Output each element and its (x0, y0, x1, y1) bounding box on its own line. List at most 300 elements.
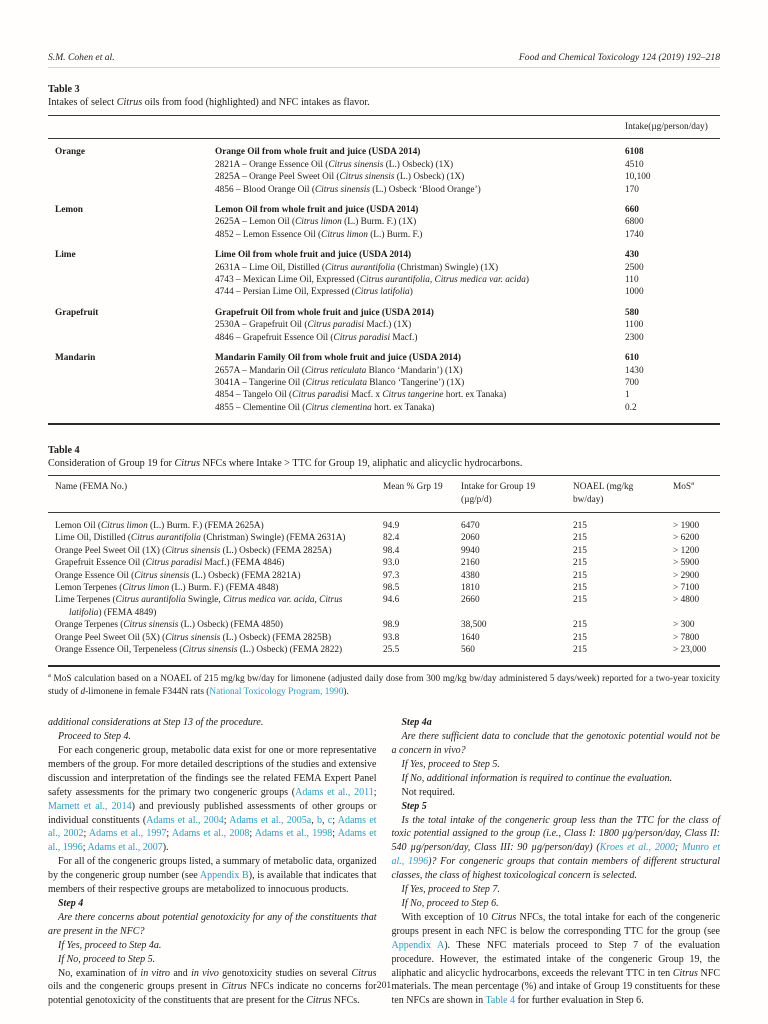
category-cell (55, 184, 215, 196)
text-segment: ) (525, 275, 530, 286)
text-segment: ; (373, 786, 377, 798)
intake-cell: 580 (625, 307, 639, 318)
text-segment: 4743 – Mexican Lime Oil, Expressed ( (215, 275, 360, 286)
text-segment: (L.) Osbeck) (1X) (394, 172, 465, 183)
table-row (55, 262, 720, 274)
table-row (55, 286, 720, 298)
text-segment: Macf.) (FEMA 4846) (202, 558, 285, 569)
text-segment: ) (409, 287, 413, 298)
intake-cell: 0.2 (625, 402, 637, 413)
description-cell (215, 204, 625, 216)
text-segment: ). (343, 687, 349, 698)
text-segment: in vitro (140, 967, 171, 979)
table-row (55, 204, 720, 216)
intake-cell: 6470 (461, 520, 480, 531)
category-cell (55, 274, 215, 286)
name-cell (55, 594, 383, 619)
paragraph (392, 730, 721, 758)
name-cell (55, 644, 383, 656)
text-segment: Citrus (351, 967, 377, 979)
table-row (55, 389, 720, 401)
table-row (55, 594, 720, 619)
table3-body (48, 139, 720, 423)
text-segment: Orange Peel Sweet Oil (1X) ( (55, 545, 166, 556)
category-cell (55, 402, 215, 414)
text-segment: Citrus (174, 458, 200, 470)
text-segment: (Christman) Swingle) (1X) (395, 262, 499, 273)
citation-link[interactable]: National Toxicology Program, 1990 (209, 687, 344, 698)
noael-cell: 215 (573, 570, 587, 581)
description-cell (215, 249, 625, 261)
category-cell (55, 365, 215, 377)
table3-header-description (215, 121, 625, 133)
noael-cell: 215 (573, 582, 587, 593)
text-segment: Macf.) (1X) (364, 320, 412, 331)
intake-cell: 430 (625, 250, 639, 261)
text-segment: For all of the congeneric groups listed, a summary of metabolic data, organized by the congeneric group number (see (48, 856, 377, 882)
text-segment: ), is available that indicates that members of their respective groups are metabolized to innocuous products. (48, 870, 377, 896)
text-segment: Citrus limon (122, 582, 170, 593)
table-row (55, 619, 720, 631)
text-segment: Lemon Oil from whole fruit and juice (USDA 2014) (215, 205, 419, 216)
text-segment: NFCs. (331, 995, 360, 1007)
text-segment: Citrus aurantifolia (130, 533, 201, 544)
table-row (55, 171, 720, 183)
text-segment: Macf.) (390, 332, 418, 343)
text-segment: Citrus tangerine (382, 390, 444, 401)
description-cell (215, 352, 625, 364)
intake-cell: 610 (625, 353, 639, 364)
text-segment: NFCs indicate no concerns for potential genotoxicity of the constituents that are present for the (48, 981, 377, 1007)
text-segment: ). These NFC materials proceed to Step 7 of the evaluation procedure. However, the estimated intake of the congeneric Group 19, the aliphatic and alicyclic hydrocarbons, exceeds the relevant TTC in ten (391, 939, 720, 979)
mean-cell: 94.9 (383, 520, 400, 531)
table3-group (55, 204, 720, 241)
intake-cell: 170 (625, 184, 639, 195)
mean-cell: 93.8 (383, 632, 400, 643)
citation-link[interactable]: Marnett et al., 2014 (48, 800, 132, 812)
table4-header-row (48, 476, 720, 513)
table-row (55, 520, 720, 532)
text-segment: If No, proceed to Step 5. (58, 953, 156, 965)
text-segment: Citrus (491, 911, 517, 923)
mean-cell: 82.4 (383, 533, 400, 544)
intake-cell: 2660 (461, 595, 480, 606)
table3-group (55, 352, 720, 414)
text-segment: Are there sufficient data to conclude that the genotoxic potential would not be a concern in vivo? (391, 731, 720, 757)
step-heading (48, 897, 377, 911)
description-cell (215, 402, 625, 414)
table-row (55, 216, 720, 228)
noael-cell: 215 (573, 545, 587, 556)
name-cell (55, 520, 383, 532)
text-segment: Citrus sinensis (182, 645, 238, 655)
intake-cell: 9940 (461, 545, 480, 556)
text-segment: 2825A – Orange Peel Sweet Oil ( (215, 172, 340, 183)
text-segment: Citrus sinensis (314, 184, 370, 195)
text-segment: Step 4a (401, 717, 432, 729)
text-segment: (L.) Osbeck ‘Blood Orange’) (369, 184, 481, 195)
description-cell (215, 286, 625, 298)
description-cell (215, 319, 625, 331)
text-segment: Blanco ‘Tangerine’) (1X) (366, 377, 465, 388)
category-cell (55, 159, 215, 171)
intake-cell: 1 (625, 390, 630, 401)
text-segment: ) and previously published assessments of other groups or individual constituents ( (48, 800, 377, 826)
mos-cell: > 6200 (673, 533, 700, 544)
category-cell: Grapefruit (55, 307, 99, 318)
table4-header-name: Name (FEMA No.) (55, 482, 128, 493)
name-cell (55, 619, 383, 631)
text-segment: Is the total intake of the congeneric group less than the TTC for the class of toxic potential assigned to the group (i.e., Class I: 1800 µg/person/day, Class II: 540 µg/person/day, Class III: 90 µg/person/day) ( (391, 814, 720, 854)
text-segment: Lime Oil, Distilled ( (55, 533, 131, 544)
citation-link[interactable]: Table 4 (485, 995, 516, 1007)
text-segment: Citrus sinensis (165, 632, 221, 643)
text-segment: Citrus (306, 995, 332, 1007)
paragraph (392, 897, 721, 911)
paragraph (392, 786, 721, 800)
mean-cell: 98.5 (383, 582, 400, 593)
text-segment: 2625A – Lemon Oil ( (215, 217, 296, 228)
paragraph (48, 855, 377, 897)
category-cell (55, 319, 215, 331)
table-row (55, 184, 720, 196)
citation-link[interactable]: Adams et al., 2007 (87, 842, 163, 854)
text-segment: -limonene in female F344N rats ( (85, 687, 210, 698)
intake-cell: 4380 (461, 570, 480, 581)
text-segment: (L.) Osbeck) (FEMA 2822) (237, 645, 343, 655)
noael-cell: 215 (573, 645, 587, 655)
noael-cell: 215 (573, 533, 587, 544)
citation-link[interactable]: Adams et al., 2011 (295, 786, 374, 798)
citation-link[interactable]: Munro et al., 1996 (391, 842, 720, 868)
description-cell (215, 159, 625, 171)
paragraph (48, 730, 377, 744)
text-segment: Citrus aurantifolia (325, 262, 396, 273)
intake-cell: 1430 (625, 365, 644, 376)
text-segment: Citrus sinensis (328, 159, 384, 170)
text-segment: Citrus (221, 981, 247, 993)
body-text (48, 716, 720, 1008)
intake-cell: 1100 (625, 320, 644, 331)
intake-cell: 2160 (461, 558, 480, 569)
text-segment: With exception of 10 (401, 911, 492, 923)
table-row (55, 532, 720, 544)
category-cell (55, 332, 215, 344)
name-cell (55, 570, 383, 582)
noael-cell: 215 (573, 620, 587, 631)
text-segment: Swingle, (185, 595, 224, 606)
text-segment: Citrus aurantifolia (115, 595, 186, 606)
name-cell (55, 582, 383, 594)
text-segment: Orange Essence Oil, Terpeneless ( (55, 645, 183, 655)
text-segment: 2530A – Grapefruit Oil ( (215, 320, 308, 331)
table-row (55, 229, 720, 241)
text-segment: NFCs, the total intake for each of the congeneric groups present in each NFC is below the corresponding TTC for the group (see (391, 911, 721, 937)
text-segment: Citrus (116, 97, 143, 108)
text-segment: (L.) Burm. F.) (FEMA 2625A) (147, 520, 264, 531)
text-segment: 4855 – Clementine Oil ( (215, 402, 306, 413)
table-row (55, 365, 720, 377)
text-segment: If Yes, proceed to Step 4a. (58, 939, 162, 951)
table-row (55, 644, 720, 656)
text-segment: Orange Essence Oil ( (55, 570, 135, 581)
text-segment: Are there concerns about potential genotoxicity for any of the constituents that are present in the NFC? (48, 911, 377, 937)
category-cell (55, 286, 215, 298)
text-segment: (L.) Burm. F.) (FEMA 4848) (169, 582, 279, 593)
noael-cell: 215 (573, 520, 587, 531)
text-segment: ; (83, 828, 89, 840)
category-cell (55, 262, 215, 274)
text-segment: Consideration of Group 19 for (48, 458, 175, 470)
mos-cell: > 1900 (673, 520, 700, 531)
table-row (55, 632, 720, 644)
text-segment: Citrus sinensis (339, 172, 395, 183)
text-segment: 4846 – Grapefruit Essence Oil ( (215, 332, 334, 343)
noael-cell: 215 (573, 632, 587, 643)
text-segment: Orange Oil from whole fruit and juice (USDA 2014) (215, 147, 421, 158)
table-row (55, 377, 720, 389)
text-segment: Citrus paradisi (292, 390, 349, 401)
paragraph (48, 939, 377, 953)
text-segment: Lemon Terpenes ( (55, 582, 123, 593)
table4-header-mean: Mean % Grp 19 (383, 482, 443, 493)
text-segment: Orange Peel Sweet Oil (5X) ( (55, 632, 166, 643)
text-segment: Citrus sinensis (165, 545, 221, 556)
text-segment: a (48, 672, 51, 680)
mos-cell: > 7100 (673, 582, 700, 593)
category-cell: Lime (55, 250, 76, 261)
table3 (48, 115, 720, 425)
text-segment: (L.) Osbeck) (FEMA 4850) (178, 620, 283, 631)
paragraph (392, 772, 721, 786)
intake-cell: 660 (625, 205, 639, 216)
mean-cell: 93.0 (383, 558, 400, 569)
citation-link[interactable]: Adams et al., 2002 (48, 814, 377, 840)
citation-link[interactable]: Adams et al., 2004 (146, 814, 224, 826)
intake-cell: 700 (625, 377, 639, 388)
table4-body (48, 513, 720, 667)
table-row (55, 557, 720, 569)
text-segment: ; (674, 842, 683, 854)
text-segment: For each congeneric group, metabolic data exist for one or more representative members of the group. For more detailed descriptions of the studies and extensive discussion and interpretation of the findings see the related FEMA Expert Panel safety assessments for the primary two congeneric groups ( (48, 745, 377, 798)
text-segment: Citrus sinensis (123, 620, 179, 631)
text-segment: Citrus latifolia (354, 287, 410, 298)
text-segment: MoS calculation based on a NOAEL of 215 mg/kg bw/day for limonene (adjusted daily dose from 300 mg/kg bw/day administered 5 days/week) reported for a two-year toxicity study of (48, 674, 720, 698)
intake-cell: 38,500 (461, 620, 487, 631)
text-segment: hort. ex Tanaka) (443, 390, 507, 401)
citation-link[interactable]: b (317, 814, 323, 826)
citation-link[interactable]: Adams et al., 2008 (171, 828, 250, 840)
page-content (48, 52, 720, 1008)
description-cell (215, 229, 625, 241)
text-segment: 4854 – Tangelo Oil ( (215, 390, 293, 401)
text-segment: , (322, 814, 328, 826)
table-row (55, 146, 720, 158)
text-segment: Citrus limon (321, 229, 368, 240)
description-cell (215, 184, 625, 196)
text-segment: 4856 – Blood Orange Oil ( (215, 184, 315, 195)
table-row (55, 249, 720, 261)
table3-header-row (48, 116, 720, 139)
paragraph (48, 953, 377, 967)
paragraph (392, 758, 721, 772)
category-cell (55, 171, 215, 183)
text-segment: 2657A – Mandarin Oil ( (215, 365, 305, 376)
citation-link[interactable]: Appendix A (391, 939, 445, 951)
text-segment: (L.) Osbeck) (FEMA 2825B) (220, 632, 332, 643)
intake-cell: 110 (625, 275, 639, 286)
table4-header-mos (673, 481, 720, 506)
text-segment: d (80, 687, 86, 698)
intake-cell: 560 (461, 645, 475, 655)
mean-cell: 98.9 (383, 620, 400, 631)
table-row (55, 402, 720, 414)
table-row (55, 545, 720, 557)
paragraph (48, 716, 377, 730)
table3-label: Table 3 (48, 84, 80, 95)
description-cell (215, 332, 625, 344)
text-segment: Citrus medica var. acida, Citrus latifolia (69, 595, 343, 618)
step-heading (392, 716, 721, 730)
table-row (55, 582, 720, 594)
intake-cell: 4510 (625, 159, 644, 170)
text-segment: oils and the congeneric groups present in (48, 981, 222, 993)
paragraph (392, 814, 721, 884)
journal-header: Food and Chemical Toxicology 124 (2019) 192–218 (518, 52, 720, 63)
text-segment: Citrus clementina (305, 402, 372, 413)
name-cell (55, 532, 383, 544)
text-segment: (Christman) Swingle) (FEMA 2631A) (200, 533, 346, 544)
text-segment: a (691, 480, 694, 488)
text-segment: Citrus limon (295, 217, 342, 228)
citation-link[interactable]: Adams et al., 2005a (229, 814, 312, 826)
intake-cell: 1640 (461, 632, 480, 643)
text-segment: ; (223, 814, 230, 826)
text-segment: 3041A – Tangerine Oil ( (215, 377, 306, 388)
text-segment: hort. ex Tanaka) (371, 402, 435, 413)
text-segment: Citrus reticulata (305, 377, 367, 388)
citation-link[interactable]: Adams et al., 1997 (88, 828, 167, 840)
table3-group (55, 249, 720, 299)
description-cell (215, 216, 625, 228)
name-cell (55, 545, 383, 557)
text-segment: Orange Terpenes ( (55, 620, 124, 631)
noael-cell: 215 (573, 595, 587, 606)
intake-cell: 6800 (625, 217, 644, 228)
table3-header-intake: Intake(µg/person/day) (625, 122, 708, 132)
text-segment: Mandarin Family Oil from whole fruit and juice (USDA 2014) (215, 353, 461, 364)
intake-cell: 1740 (625, 229, 644, 240)
mos-cell: > 23,000 (673, 645, 707, 655)
category-cell (55, 216, 215, 228)
table3-group (55, 307, 720, 344)
page-number: 201 (376, 980, 392, 991)
name-cell (55, 632, 383, 644)
intake-cell: 6108 (625, 147, 644, 158)
text-segment: Grapefruit Oil from whole fruit and juice (USDA 2014) (215, 307, 434, 318)
citation-link[interactable]: Adams et al., 1996 (48, 828, 377, 854)
citation-link[interactable]: Appendix B (199, 870, 249, 882)
mos-cell: > 5900 (673, 558, 700, 569)
citation-link[interactable]: Adams et al., 1998 (254, 828, 333, 840)
intake-cell: 2300 (625, 332, 644, 343)
table4-label: Table 4 (48, 445, 80, 457)
table-row (55, 307, 720, 319)
text-segment: If No, proceed to Step 6. (401, 898, 499, 909)
right-column (392, 716, 721, 1008)
paragraph (48, 744, 377, 855)
mean-cell: 98.4 (383, 545, 400, 556)
mean-cell: 25.5 (383, 645, 400, 655)
description-cell (215, 389, 625, 401)
table-row (55, 352, 720, 364)
text-segment: NFCs where Intake > TTC for Group 19, aliphatic and alicyclic hydrocarbons. (199, 458, 523, 470)
text-segment: , (311, 814, 318, 826)
text-segment: 2821A – Orange Essence Oil ( (215, 159, 329, 170)
table-row (55, 570, 720, 582)
mos-cell: > 2900 (673, 570, 700, 581)
mean-cell: 94.6 (383, 595, 400, 606)
table4-header-noael: NOAEL (mg/kg bw/day) (573, 482, 634, 505)
intake-cell: 10,100 (625, 172, 651, 183)
running-header (48, 52, 720, 68)
description-cell (215, 307, 625, 319)
paragraph (48, 911, 377, 939)
intake-cell: 2060 (461, 533, 480, 544)
table4 (48, 475, 720, 667)
text-segment: MoS (673, 482, 692, 493)
citation-link[interactable]: Kroes et al., 2000 (599, 842, 675, 854)
description-cell (215, 262, 625, 274)
text-segment: oils from food (highlighted) and NFC intakes as flavor. (142, 97, 370, 108)
intake-cell: 2500 (625, 262, 644, 273)
table4-caption (48, 458, 720, 469)
table4-header-intake: Intake for Group 19 (µg/p/d) (461, 482, 536, 505)
mos-cell: > 300 (673, 620, 695, 631)
text-segment: No, examination of (58, 967, 141, 979)
text-segment: in vivo (191, 967, 219, 979)
table3-caption (48, 97, 720, 108)
text-segment: Step 5 (401, 800, 427, 812)
text-segment: Citrus (672, 967, 698, 979)
table4-footnote (48, 673, 720, 699)
text-segment: genotoxicity studies on several (218, 967, 352, 979)
intake-cell: 1810 (461, 582, 480, 593)
text-segment: 4852 – Lemon Essence Oil ( (215, 229, 322, 240)
text-segment: Proceed to Step 4. (58, 731, 131, 743)
text-segment: 4744 – Persian Lime Oil, Expressed ( (215, 287, 355, 298)
text-segment: Lemon Oil ( (55, 520, 101, 531)
text-segment: (L.) Osbeck) (FEMA 2821A) (189, 570, 301, 581)
text-segment: Lime Oil from whole fruit and juice (USDA 2014) (215, 250, 412, 261)
text-segment: NFC materials. The mean percentage (%) and intake of Group 19 constituents for these ten NFCs are shown in (391, 967, 721, 1007)
text-segment: ; (249, 828, 255, 840)
text-segment: If Yes, proceed to Step 7. (401, 884, 500, 896)
text-segment: Grapefruit Essence Oil ( (55, 558, 146, 569)
text-segment: Citrus sinensis (134, 570, 190, 581)
text-segment: Citrus aurantifolia, Citrus medica var. acida (359, 275, 526, 286)
paragraph (392, 911, 721, 1008)
text-segment: (L.) Osbeck) (FEMA 2825A) (220, 545, 332, 556)
category-cell (55, 377, 215, 389)
noael-cell: 215 (573, 558, 587, 569)
text-segment: ). (162, 842, 169, 854)
description-cell (215, 377, 625, 389)
citation-link[interactable]: c (327, 814, 333, 826)
text-segment: ) (FEMA 4849) (98, 607, 157, 618)
text-segment: (L.) Osbeck) (1X) (383, 159, 454, 170)
category-cell: Lemon (55, 205, 83, 216)
